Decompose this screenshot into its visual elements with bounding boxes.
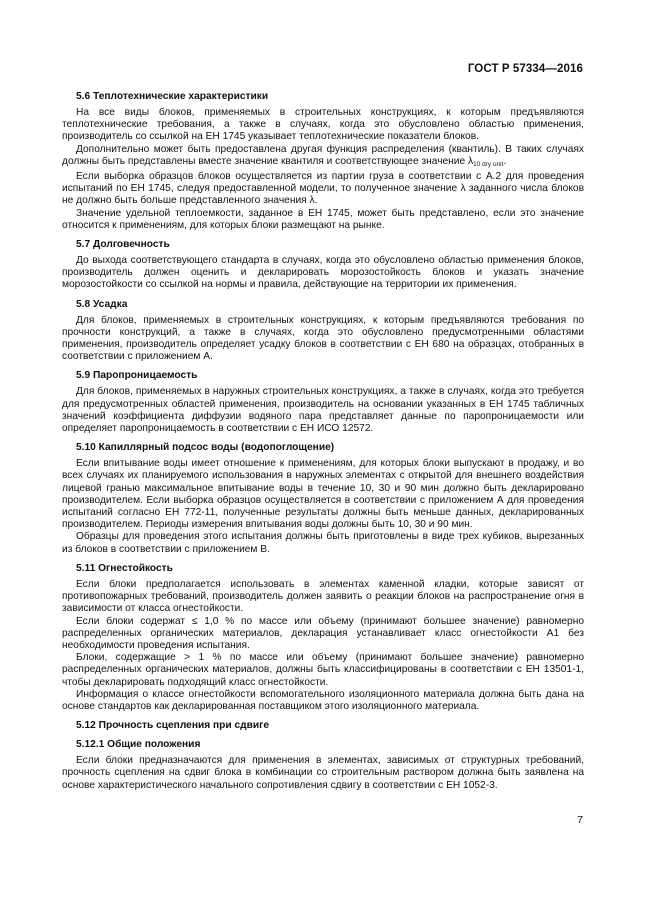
section-title: 5.12 Прочность сцепления при сдвиге: [76, 720, 270, 732]
document-body: [62, 84, 584, 792]
section-title: 5.8 Усадка: [76, 298, 128, 310]
paragraph: Для блоков, применяемых в строительных конструкциях, к которым предъявляются требования по прочности конструкций, а также в случаях, когда это обусловлено предусмотренными областями применения, производитель определяет усадку блоков в соответствии с ЕН 680 на образцах, отобранных в соответствии с приложением А.: [62, 314, 584, 363]
section-title: 5.7 Долговечность: [76, 239, 170, 251]
standard-header: ГОСТ Р 57334—2016: [467, 63, 583, 75]
paragraph: Если выборка образцов блоков осуществляется из партии груза в соответствии с А.2 для проведения испытаний по ЕН 1745, следуя предоставленной модели, то полученное значение λ заданного числа блоков не должно быть больше представленного значения λ.: [62, 171, 584, 207]
paragraph-text: Дополнительно может быть предоставлена другая функция распределения (квантиль). В таких случаях должны быть представлены вместе значение квантиля и соответствующее значение λ: [62, 143, 584, 167]
paragraph: Для блоков, применяемых в наружных строительных конструкциях, а также в случаях, когда это требуется для предусмотренных областей применения, производитель на основании указанных в ЕН 1745 табличных значений коэффициента диффузии водяного пара представляет данные по паропроницаемости или определяет паропроницаемость в соответствии с ЕН ИСО 12572.: [62, 386, 584, 435]
section-title: 5.11 Огнестойкость: [76, 562, 173, 574]
subsection-title: 5.12.1 Общие положения: [76, 739, 201, 751]
paragraph: Если впитывание воды имеет отношение к применениям, для которых блоки выпускают в продажу, и во всех случаях их планируемого использования в наружных элементах с открытой для внешнего воздействия лицевой гранью максимальное впитывание воды в течение 10, 30 и 90 мин должно быть декларировано производителем. Если выборка образцов осуществляется в соответствии с приложением А для проведения испытаний согласно ЕН 772-11, полученные результаты должны быть меньше данных, декларированных производителем. Периоды измерения впитывания воды должны быть 10, 30 и 90 мин.: [62, 458, 584, 531]
paragraph: На все виды блоков, применяемых в строительных конструкциях, к которым предъявляются теплотехнические требования, а также в случаях, когда это обусловлено областью применения, производитель со ссылкой на ЕН 1745 указывает теплотехнические показатели блоков.: [62, 107, 584, 143]
paragraph: Информация о классе огнестойкости вспомогательного изоляционного материала должна быть дана на основе стандартов как декларированная поставщиком этого изоляционного материала.: [62, 688, 584, 712]
paragraph: Значение удельной теплоемкости, заданное в ЕН 1745, может быть представлено, если это значение относится к применениям, для которых блоки размещают на рынке.: [62, 207, 584, 231]
paragraph: Если блоки предполагается использовать в элементах каменной кладки, которые зависят от противопожарных требований, производитель должен заявить о реакции блоков на распространение огня в зависимости от класса огнестойкости.: [62, 578, 584, 615]
section-title: 5.9 Паропроницаемость: [76, 370, 198, 382]
section-title: 5.10 Капиллярный подсос воды (водопоглощение): [76, 442, 335, 454]
section-title: 5.6 Теплотехнические характеристики: [76, 91, 269, 102]
paragraph: До выхода соответствующего стандарта в случаях, когда это обусловлено областью применения блоков, производитель должен оценить и декларировать морозостойкость блоков и указать значение морозостойкости со ссылкой на нормы и правила, действующие на территории их применения.: [62, 255, 584, 291]
lambda-subscript: 10 dry unit: [473, 160, 504, 168]
paragraph: Образцы для проведения этого испытания должны быть приготовлены в виде трех кубиков, вырезанных из блоков в соответствии с приложением В.: [62, 531, 584, 555]
paragraph: Если блоки содержат ≤ 1,0 % по массе или объему (принимают большее значение) равномерно распределенных органических материалов, декларация устанавливает класс огнестойкости А1 без необходимости проведения испытания.: [62, 615, 584, 651]
paragraph: Дополнительно может быть предоставлена другая функция распределения (квантиль). В таких случаях должны быть представлены вместе значение квантиля и соответствующее значение $\lambda_{10 dry unit}$.: [62, 143, 584, 168]
page-number: 7: [577, 814, 583, 826]
paragraph: Блоки, содержащие > 1 % по массе или объему (принимают большее значение) равномерно распределенных органических материалов, должны быть классифицированы в соответствии с ЕН 13501-1, чтобы декларировать подходящий класс огнестойкости.: [62, 652, 584, 688]
paragraph: Если блоки предназначаются для применения в элементах, зависимых от структурных требований, прочность сцепления на сдвиг блока в комбинации со строительным раствором должна быть заявлена на основе характеристического начального сопротивления сдвигу в соответствии с ЕН 1052-3.: [62, 755, 584, 791]
